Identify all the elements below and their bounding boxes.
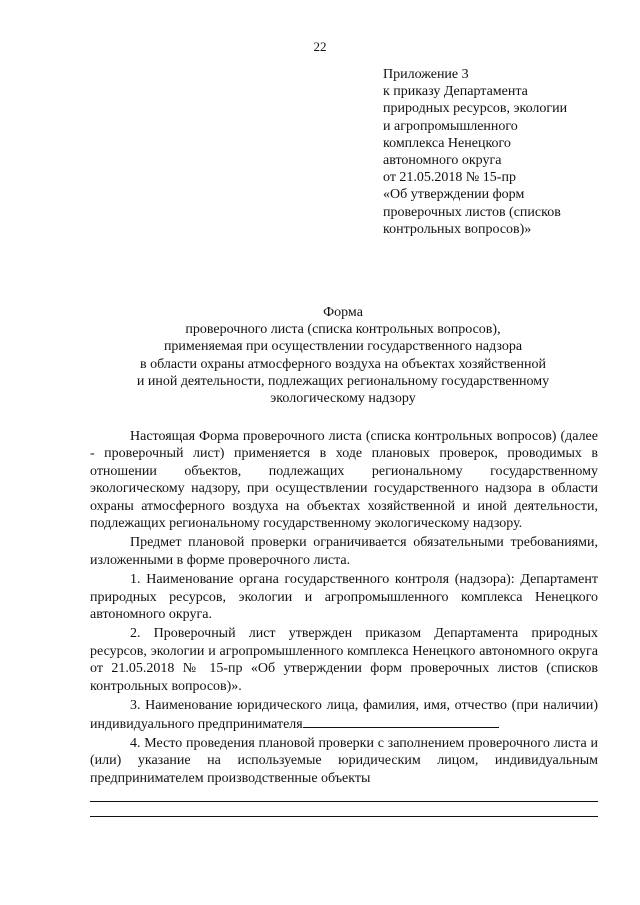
appendix-line: контрольных вопросов)» <box>383 221 532 237</box>
page-number: 22 <box>313 39 327 54</box>
item-3-text: 3. Наименование юридического лица, фамилия, имя, отчество (при наличии) индивидуального предпринимателя <box>90 698 598 732</box>
form-title-line: и иной деятельности, подлежащих региональному государственному <box>136 373 550 389</box>
subject-paragraph: Предмет плановой проверки ограничивается обязательными требованиями, изложенными в форме проверочного листа. <box>90 535 598 568</box>
form-title <box>80 304 606 407</box>
entrepreneur-fill-line <box>303 715 499 728</box>
intro-paragraph: Настоящая Форма проверочного листа (списка контрольных вопросов) (далее - проверочный лист) применяется в ходе плановых проверок, проводимых в отношении объектов, подлежащих региональному государственному экологическому надзору, при осуществлении государственного надзора в области охраны атмосферного воздуха на объектах хозяйственной и иной деятельности, подлежащих региональному государственному экологическому надзору. <box>90 429 598 532</box>
appendix-line: природных ресурсов, экологии <box>383 101 568 117</box>
appendix-block <box>383 66 623 238</box>
form-title-line: экологическому надзору <box>270 391 416 407</box>
item-2-paragraph: 2. Проверочный лист утвержден приказом Департамента природных ресурсов, экологии и агропромышленного комплекса Ненецкого автономного округа от 21.05.2018 № 15-пр «Об утверждении форм проверочных листов (списков контрольных вопросов)». <box>90 626 598 694</box>
appendix-line: к приказу Департамента <box>383 84 528 100</box>
item-1-paragraph: 1. Наименование органа государственного контроля (надзора): Департамент природных ресурсов, экологии и агропромышленного комплекса Ненецкого автономного округа. <box>90 572 598 623</box>
blank-fill-line <box>90 801 598 802</box>
form-title-line: проверочного листа (списка контрольных вопросов), <box>185 322 501 338</box>
form-title-line: применяемая при осуществлении государственного надзора <box>163 339 523 355</box>
appendix-line: от 21.05.2018 № 15-пр <box>383 170 516 186</box>
item-4-paragraph: 4. Место проведения плановой проверки с заполнением проверочного листа и (или) указание на используемые юридическим лицом, индивидуальным предпринимателем производственные объекты <box>90 735 598 786</box>
document-body <box>90 428 598 817</box>
appendix-line: автономного округа <box>383 153 502 169</box>
appendix-line: «Об утверждении форм <box>383 187 525 203</box>
blank-fill-line <box>90 816 598 817</box>
appendix-line: проверочных листов (списков <box>383 204 561 220</box>
item-3-paragraph <box>90 697 598 733</box>
form-title-line: в области охраны атмосферного воздуха на объектах хозяйственной <box>140 356 546 372</box>
appendix-line: и агропромышленного <box>383 118 518 134</box>
appendix-line: комплекса Ненецкого <box>383 135 511 151</box>
form-heading: Форма <box>323 305 363 320</box>
appendix-line: Приложение 3 <box>383 67 469 82</box>
